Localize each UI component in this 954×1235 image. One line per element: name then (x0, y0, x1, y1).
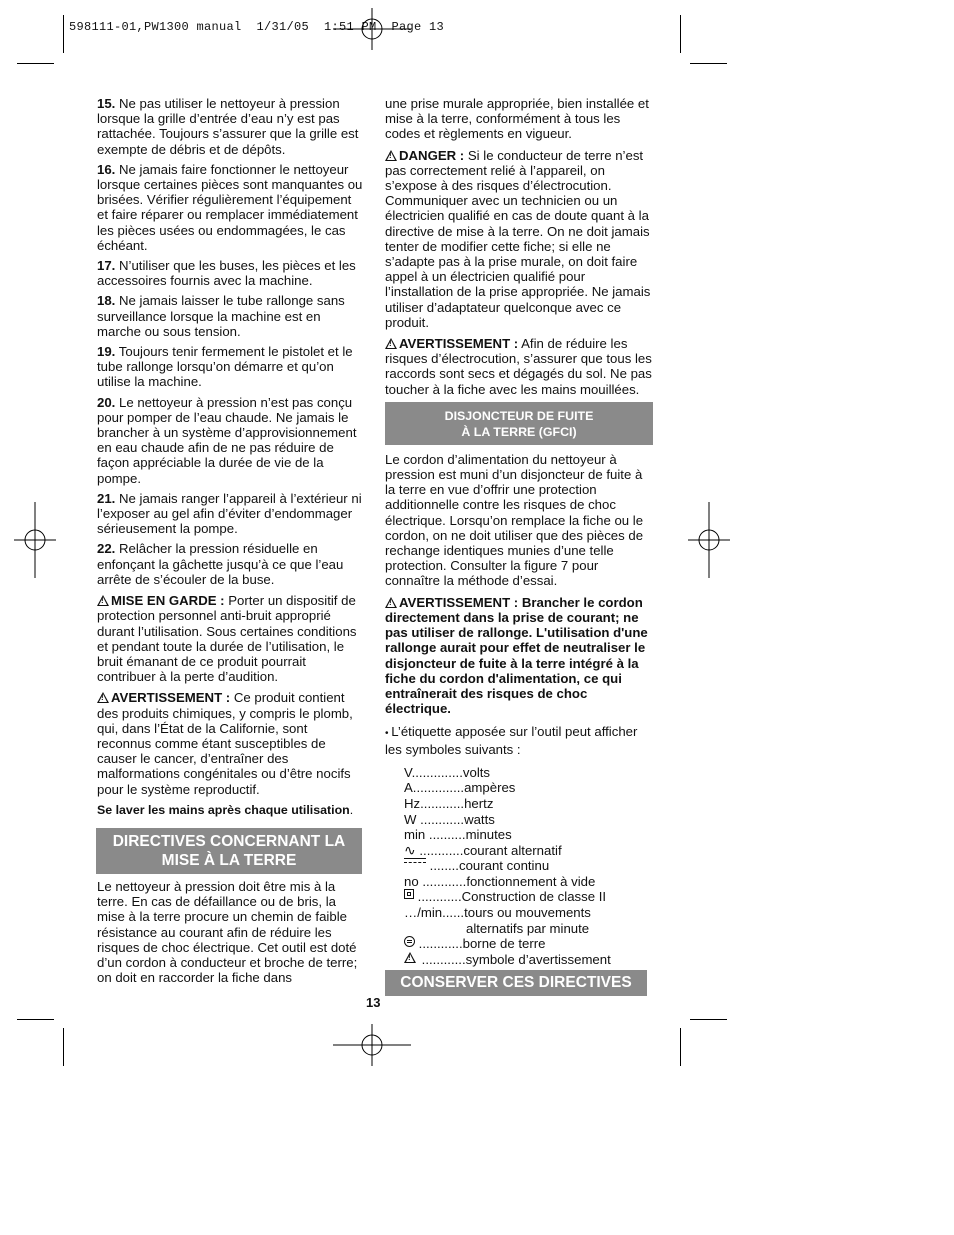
caution-paragraph: !MISE EN GARDE : Porter un dispositif de protection personnel anti-bruit approprié durant l’utilisation. Sous certaines conditions et pendant toute la durée de l’utilisation, le bruit émanant de ce produit pourrait contribuer à la perte d’audition. (97, 593, 363, 684)
crop-mark (63, 15, 64, 53)
registration-mark-right (688, 502, 730, 578)
symbol-row: V.............. volts (404, 764, 491, 780)
list-item: 15. Ne pas utiliser le nettoyeur à pression lorsque la grille d’entrée d’eau n’y est pas rattachée. Toujours s’assurer que la grille est exempte de débris et de dépôts. (97, 96, 359, 157)
earth-icon (404, 936, 415, 947)
symbol-row: …/min...... tours ou mouvements (404, 905, 591, 921)
symbol-row: ........ courant continu (404, 858, 653, 874)
class2-icon (404, 889, 414, 899)
print-slug: 598111-01,PW1300 manual 1/31/05 1:51 PM Page 13 (69, 20, 445, 34)
danger-paragraph: !DANGER : Si le conducteur de terre n’est pas correctement relié à l’appareil, on s’expose à des risques d’électrocution. Communiquer avec un technicien ou un électricien qualifié en cas de doute quant à la directive de mise à la terre. On ne doit jamais tenter de modifier cette fiche; si elle ne s’adapte pas à la prise murale, on doit faire appel à un électricien qualifié pour l’installation de la prise appropriée. Ne jamais utiliser d’adaptateur quelconque avec ce produit. (385, 148, 653, 330)
symbol-row: ! ............ symbole d’avertissement (404, 952, 653, 968)
symbol-row: no ............ fonctionnement à vide (404, 873, 596, 889)
list-item: 17. N’utiliser que les buses, les pièces et les accessoires fournis avec la machine. (97, 258, 356, 289)
symbol-row: ............ borne de terre (404, 936, 653, 952)
warning-icon (385, 597, 397, 608)
list-item: 18. Ne jamais laisser le tube rallonge sans surveillance lorsque la machine est en marche ou sous tension. (97, 293, 345, 339)
list-item: 22. Relâcher la pression résiduelle en enfonçant la gâchette jusqu’à ce que l’eau arrête de s’écouler de la buse. (97, 541, 344, 587)
wash-hands-note: Se laver les mains après chaque utilisation. (97, 802, 354, 817)
list-item: 21. Ne jamais ranger l’appareil à l’extérieur ni l’exposer au gel afin d’éviter d’endommager sérieusement la pompe. (97, 490, 362, 537)
crop-mark (690, 1019, 727, 1020)
warning-icon (97, 595, 109, 606)
left-column (97, 96, 363, 990)
gfci-heading (385, 402, 653, 445)
warning-paragraph: !AVERTISSEMENT : Brancher le cordon directement dans la prise de courant; ne pas utiliser de rallonge. L'utilisation d'une rallonge aurait pour effet de neutraliser le disjoncteur de fuite à la terre intégré à la fiche du cordon d'alimentation, ce qui entraînerait des risques de choc électrique. (385, 595, 653, 717)
symbol-row: Hz............ hertz (404, 795, 494, 811)
symbol-row: W ............ watts (404, 811, 495, 827)
symbol-row: A.............. ampères (404, 780, 516, 796)
symbol-row: ∿ ............ courant alternatif (404, 841, 562, 858)
crop-mark (17, 1019, 54, 1020)
crop-mark (690, 63, 727, 64)
gfci-heading-line: À LA TERRE (GFCI) (461, 424, 577, 439)
symbol-row: min .......... minutes (404, 827, 512, 843)
warning-icon (385, 150, 397, 161)
continued-paragraph: une prise murale appropriée, bien installée et mise à la terre, conformément à tous les codes et règlements en vigueur. (385, 96, 649, 142)
gfci-heading-line: DISJONCTEUR DE FUITE (444, 408, 594, 423)
warning-icon (385, 338, 397, 349)
warning-paragraph: !AVERTISSEMENT : Afin de réduire les risques d’électrocution, s’assurer que tous les raccords sont secs et dégagés du sol. Ne pas toucher à la fiche avec les mains mouillées. (385, 336, 653, 397)
crop-mark (680, 15, 681, 53)
keep-instructions-heading: CONSERVER CES DIRECTIVES (385, 970, 647, 996)
ac-icon: ∿ (404, 841, 416, 858)
registration-mark-top (333, 8, 411, 50)
symbol-row: ............ Construction de classe II (404, 889, 653, 905)
registration-mark-left (14, 502, 56, 578)
symbols-intro: • L’étiquette apposée sur l’outil peut afficher les symboles suivants : (385, 724, 638, 757)
crop-mark (63, 1028, 64, 1066)
list-item: 16. Ne jamais faire fonctionner le nettoyeur lorsque certaines pièces sont manquantes ou brisées. Vérifier régulièrement l’équipement et faire réparer ou remplacer immédiatement les pièces usées ou endommagées, le cas échéant. (97, 161, 363, 253)
crop-mark (680, 1028, 681, 1066)
crop-mark (17, 63, 54, 64)
grounding-heading: DIRECTIVES CONCERNANT LA MISE À LA TERRE (96, 828, 362, 874)
gfci-paragraph: Le cordon d’alimentation du nettoyeur à pression est muni d’un disjoncteur de fuite à la terre en vue d’offrir une protection additionnelle contre les risques de choc électrique. Lorsqu’on remplace la fiche ou le cordon, on ne doit utiliser que des pièces de rechange identiques munies d’une telle protection. Consulter la figure 7 pour connaître la méthode d’essai. (385, 451, 644, 589)
warning-paragraph: !AVERTISSEMENT : Ce produit contient des produits chimiques, y compris le plomb, qui, dans l’État de la Californie, sont reconnus comme étant susceptibles de causer le cancer, d’entraîner des malformations congénitales ou d’être nocifs pour le système reproductif. (97, 690, 363, 796)
symbols-list (404, 765, 653, 968)
grounding-paragraph: Le nettoyeur à pression doit être mis à la terre. En cas de défaillance ou de bris, la mise à la terre procure un chemin de faible résistance au courant afin de réduire les risques de choc électrique. Cet outil est doté d’un cordon à conducteur et broche de terre; on doit en raccorder la fiche dans (97, 878, 358, 986)
dc-icon (404, 858, 426, 864)
list-item: 19. Toujours tenir fermement le pistolet et le tube rallonge lorsqu’on démarre et qu’on utilise la machine. (97, 344, 353, 390)
symbol-row-continuation: alternatifs par minute (466, 920, 590, 936)
right-column (385, 96, 653, 996)
registration-mark-bottom (333, 1024, 411, 1066)
page-number: 13 (366, 995, 381, 1010)
bullet-icon: • (385, 728, 392, 740)
warning-icon (404, 952, 416, 963)
warning-icon (97, 692, 109, 703)
list-item: 20. Le nettoyeur à pression n’est pas conçu pour pomper de l’eau chaude. Ne jamais le brancher à un système d’approvisionnement en eau chaude afin de ne pas réduire de façon appréciable la durée de vie de la pompe. (97, 394, 357, 486)
